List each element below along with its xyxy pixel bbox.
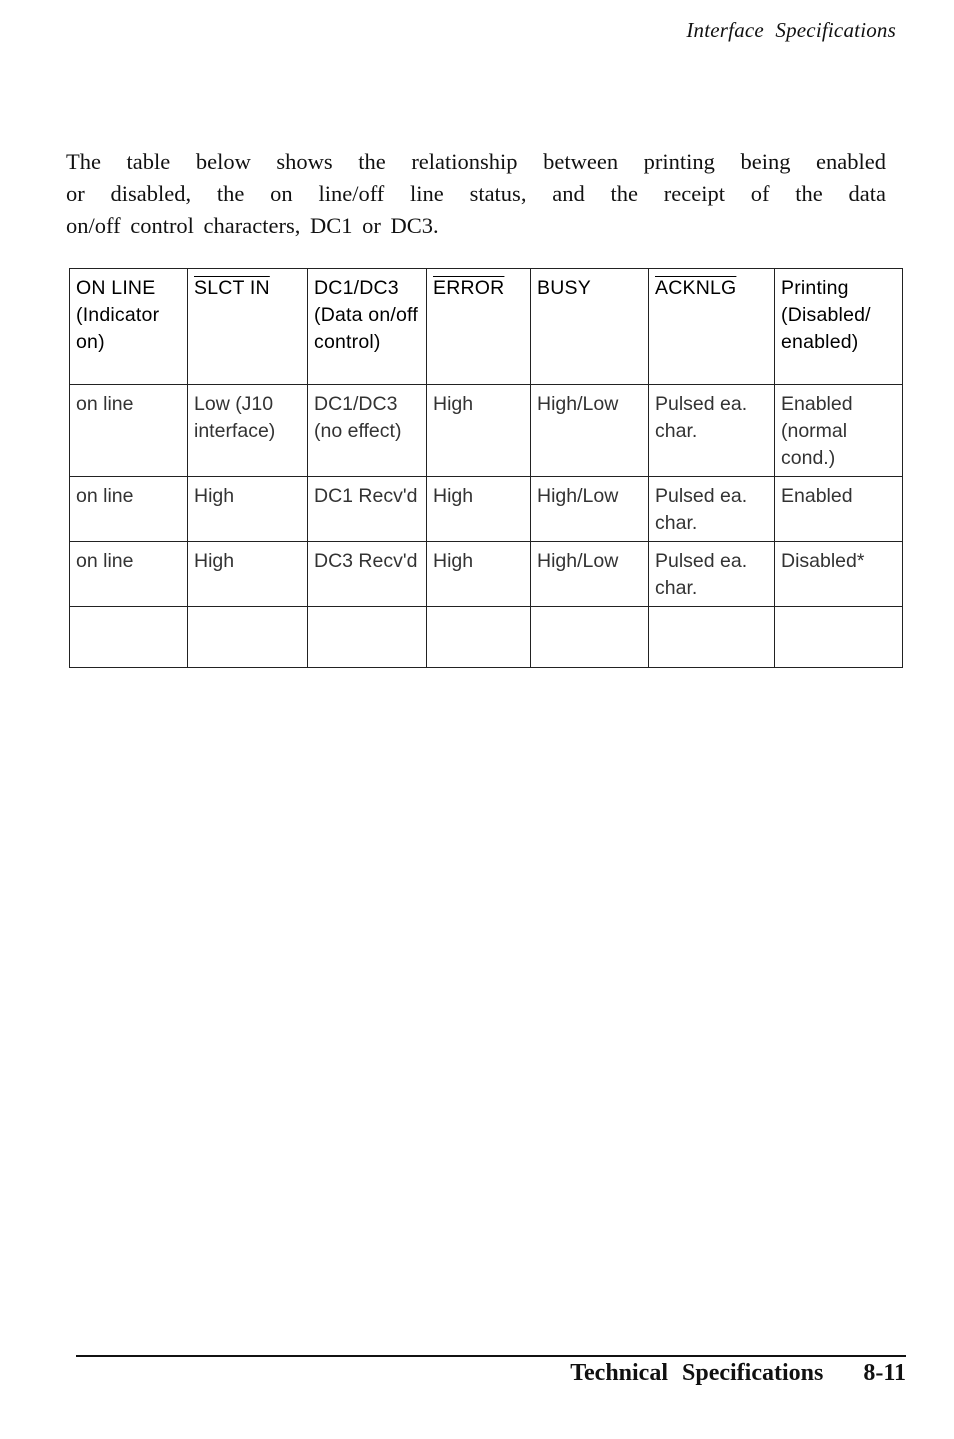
table-cell: Disabled*	[775, 542, 903, 607]
table-cell-empty	[775, 607, 903, 668]
header-error: ERROR	[427, 269, 531, 385]
table-cell: on line	[70, 385, 188, 477]
intro-paragraph	[66, 146, 886, 242]
table-header-row	[70, 269, 903, 385]
table-cell: on line	[70, 542, 188, 607]
footer-section-title: Technical Specifications	[570, 1360, 824, 1386]
page-footer	[570, 1360, 906, 1387]
table-cell: High/Low	[531, 385, 649, 477]
table-cell-empty	[308, 607, 427, 668]
table-cell: Enabled (normal cond.)	[775, 385, 903, 477]
table-cell-empty	[70, 607, 188, 668]
table-cell: Pulsed ea. char.	[649, 477, 775, 542]
table-cell: High	[188, 477, 308, 542]
table-row-empty	[70, 607, 903, 668]
table-cell: DC1 Recv'd	[308, 477, 427, 542]
table-cell: High/Low	[531, 477, 649, 542]
table-cell-empty	[427, 607, 531, 668]
table-row	[70, 385, 903, 477]
header-printing: Printing (Disabled/ enabled)	[775, 269, 903, 385]
intro-line: The table below shows the relationship between printing being enabled	[66, 149, 886, 174]
table-cell-empty	[531, 607, 649, 668]
header-on-line: ON LINE (Indicator on)	[70, 269, 188, 385]
intro-line: on/off control characters, DC1 or DC3.	[66, 213, 439, 238]
table-cell: High	[188, 542, 308, 607]
table-cell: Pulsed ea. char.	[649, 385, 775, 477]
table-row	[70, 542, 903, 607]
table-cell-empty	[188, 607, 308, 668]
table-cell: High	[427, 385, 531, 477]
intro-line: or disabled, the on line/off line status, and the receipt of the data	[66, 181, 886, 206]
header-busy: BUSY	[531, 269, 649, 385]
table-cell: High	[427, 542, 531, 607]
table-cell: on line	[70, 477, 188, 542]
header-slct-in: SLCT IN	[188, 269, 308, 385]
header-dc1-dc3: DC1/DC3 (Data on/off control)	[308, 269, 427, 385]
page-number: 8-11	[863, 1360, 906, 1386]
table-row	[70, 477, 903, 542]
footer-rule	[76, 1355, 906, 1357]
table-cell: Enabled	[775, 477, 903, 542]
table-cell: Pulsed ea. char.	[649, 542, 775, 607]
table-cell: DC3 Recv'd	[308, 542, 427, 607]
running-head: Interface Specifications	[686, 18, 896, 42]
table-cell-empty	[649, 607, 775, 668]
table-cell: High	[427, 477, 531, 542]
header-acknlg: ACKNLG	[649, 269, 775, 385]
table-cell: DC1/DC3 (no effect)	[308, 385, 427, 477]
table-cell: Low (J10 interface)	[188, 385, 308, 477]
interface-status-table	[69, 268, 903, 668]
table-cell: High/Low	[531, 542, 649, 607]
